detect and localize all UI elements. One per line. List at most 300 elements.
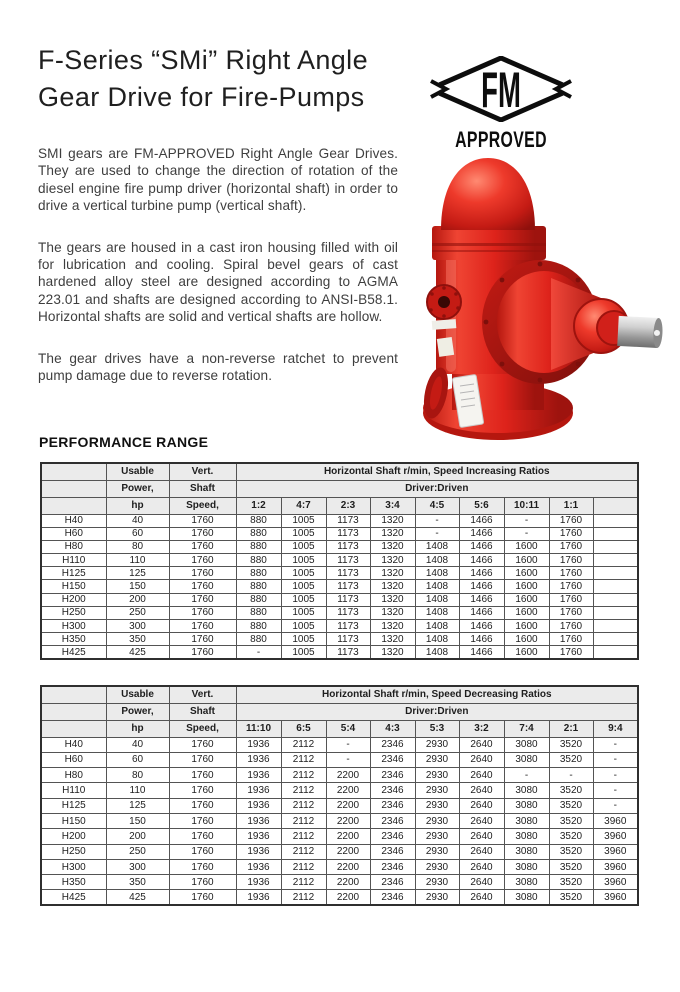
table-cell: 1760 <box>169 798 236 813</box>
table-row <box>41 798 638 813</box>
table-cell: 3520 <box>549 783 593 798</box>
page-title <box>38 42 368 116</box>
table-header-row <box>41 480 638 497</box>
blank-header-cell <box>41 720 106 737</box>
table-cell: H250 <box>41 606 106 619</box>
svg-text:FM: FM <box>481 61 521 119</box>
table-cell: 1408 <box>415 580 459 593</box>
table-cell: - <box>236 646 281 659</box>
table-cell: 1320 <box>370 540 415 553</box>
table-cell: 2200 <box>326 844 370 859</box>
table-cell: 350 <box>106 633 169 646</box>
table-cell: 880 <box>236 620 281 633</box>
table-cell: 1408 <box>415 633 459 646</box>
table-cell: 1005 <box>281 606 326 619</box>
table-cell: 2200 <box>326 813 370 828</box>
ratio-header-cell <box>593 497 638 514</box>
table-header-row <box>41 686 638 703</box>
table-cell: 1320 <box>370 554 415 567</box>
table-cell: - <box>415 527 459 540</box>
table-cell: 880 <box>236 606 281 619</box>
table-cell: 2930 <box>415 875 459 890</box>
table-cell: - <box>593 737 638 752</box>
table-cell: 1936 <box>236 859 281 874</box>
table-cell: 2112 <box>281 798 326 813</box>
table-cell: 1760 <box>169 859 236 874</box>
table-cell <box>593 620 638 633</box>
table-cell: 1760 <box>169 783 236 798</box>
table-header-row <box>41 463 638 480</box>
blank-header-cell <box>41 463 106 480</box>
table-cell: - <box>504 527 549 540</box>
table-cell: H40 <box>41 514 106 527</box>
table-cell: 2112 <box>281 737 326 752</box>
table-cell: 1936 <box>236 875 281 890</box>
span-title: Horizontal Shaft r/min, Speed Decreasing Ratios <box>236 686 638 703</box>
table-cell: - <box>504 768 549 783</box>
table-cell <box>593 606 638 619</box>
ratio-header-cell: 9:4 <box>593 720 638 737</box>
table-cell: 2640 <box>459 844 504 859</box>
table-cell: 1760 <box>549 540 593 553</box>
table-cell: 3080 <box>504 737 549 752</box>
table-cell: 1320 <box>370 527 415 540</box>
table-cell: H150 <box>41 580 106 593</box>
section-heading: PERFORMANCE RANGE <box>39 434 209 450</box>
table-cell: 1600 <box>504 646 549 659</box>
table-cell: H80 <box>41 540 106 553</box>
table-cell: 3520 <box>549 859 593 874</box>
table-cell: 1466 <box>459 620 504 633</box>
table-cell: 2200 <box>326 875 370 890</box>
table-cell: 1005 <box>281 554 326 567</box>
table-cell: 2112 <box>281 844 326 859</box>
table-cell: 880 <box>236 527 281 540</box>
table-cell: 880 <box>236 514 281 527</box>
table-cell: 3080 <box>504 859 549 874</box>
gear-drive-illustration <box>408 150 680 442</box>
table-row <box>41 540 638 553</box>
table-cell: 1760 <box>169 890 236 905</box>
table-cell: H125 <box>41 567 106 580</box>
table-cell: 2640 <box>459 783 504 798</box>
table-cell: 2930 <box>415 859 459 874</box>
ratio-header-cell: 3:2 <box>459 720 504 737</box>
table-cell: 1760 <box>169 620 236 633</box>
table-cell: 2930 <box>415 890 459 905</box>
table-cell: - <box>593 768 638 783</box>
table-cell: 880 <box>236 554 281 567</box>
ratio-header-cell: 10:11 <box>504 497 549 514</box>
table-cell: 3520 <box>549 890 593 905</box>
blank-header-cell <box>41 480 106 497</box>
table-cell: 1936 <box>236 783 281 798</box>
ratio-header-row <box>41 497 638 514</box>
table-cell: 2200 <box>326 859 370 874</box>
table-cell: - <box>326 752 370 767</box>
table-cell <box>593 593 638 606</box>
table-cell: 1320 <box>370 580 415 593</box>
table-cell: 1173 <box>326 567 370 580</box>
intro-text <box>38 145 398 408</box>
table-cell: 2346 <box>370 844 415 859</box>
table-cell: 1600 <box>504 606 549 619</box>
table-cell: 1173 <box>326 514 370 527</box>
table-cell: 80 <box>106 768 169 783</box>
table-cell: 2640 <box>459 768 504 783</box>
table-cell: 2346 <box>370 768 415 783</box>
table-cell: 1466 <box>459 567 504 580</box>
table-cell: 2200 <box>326 798 370 813</box>
table-cell: H425 <box>41 890 106 905</box>
table-cell: 1408 <box>415 646 459 659</box>
table-cell: 1005 <box>281 593 326 606</box>
table-cell: 1600 <box>504 554 549 567</box>
table-row <box>41 875 638 890</box>
table-cell <box>593 567 638 580</box>
table-row <box>41 829 638 844</box>
table-cell: 1760 <box>169 768 236 783</box>
table-cell: 2346 <box>370 890 415 905</box>
table-cell: - <box>549 768 593 783</box>
table-cell: - <box>504 514 549 527</box>
span-subtitle: Driver:Driven <box>236 703 638 720</box>
table-cell: 1173 <box>326 527 370 540</box>
table-cell: 1005 <box>281 540 326 553</box>
table-cell: 2200 <box>326 890 370 905</box>
table-cell: 880 <box>236 567 281 580</box>
table-cell: H60 <box>41 752 106 767</box>
table-cell: 1760 <box>549 646 593 659</box>
table-cell: 3080 <box>504 890 549 905</box>
table-cell: 250 <box>106 606 169 619</box>
table-cell: 3520 <box>549 752 593 767</box>
table-cell: 2640 <box>459 798 504 813</box>
table-cell: 1760 <box>169 633 236 646</box>
table-cell: 1005 <box>281 527 326 540</box>
table-cell: 1760 <box>549 620 593 633</box>
table-cell: 1466 <box>459 633 504 646</box>
table-cell: 880 <box>236 580 281 593</box>
table-cell: 1760 <box>169 593 236 606</box>
table-cell: 2346 <box>370 798 415 813</box>
table-cell: 200 <box>106 829 169 844</box>
table-cell: 1760 <box>169 737 236 752</box>
table-row <box>41 580 638 593</box>
table-cell: 125 <box>106 798 169 813</box>
table-cell <box>593 580 638 593</box>
table-row <box>41 752 638 767</box>
table-row <box>41 606 638 619</box>
usable-header: Usable <box>106 463 169 480</box>
table-cell <box>593 554 638 567</box>
table-cell: 200 <box>106 593 169 606</box>
table-cell: 110 <box>106 554 169 567</box>
speed-increasing-table <box>40 462 639 660</box>
ratio-header-cell: 11:10 <box>236 720 281 737</box>
table-cell: 1760 <box>169 646 236 659</box>
table-cell: 1600 <box>504 620 549 633</box>
table-cell: 1936 <box>236 798 281 813</box>
table-cell: 150 <box>106 813 169 828</box>
table-cell: 2640 <box>459 737 504 752</box>
table-cell: 125 <box>106 567 169 580</box>
table-cell: 2346 <box>370 752 415 767</box>
table-cell: 3080 <box>504 813 549 828</box>
table-cell: 1760 <box>169 514 236 527</box>
table-cell: 2640 <box>459 829 504 844</box>
table-cell: 1760 <box>169 813 236 828</box>
table-cell: 2346 <box>370 813 415 828</box>
hp-header: hp <box>106 720 169 737</box>
span-subtitle: Driver:Driven <box>236 480 638 497</box>
table-cell: 1760 <box>169 540 236 553</box>
table-cell: 1760 <box>169 554 236 567</box>
table-cell: 425 <box>106 890 169 905</box>
blank-header-cell <box>41 497 106 514</box>
table-row <box>41 514 638 527</box>
table-cell: H150 <box>41 813 106 828</box>
table-cell: 3960 <box>593 875 638 890</box>
ratio-header-cell: 1:2 <box>236 497 281 514</box>
table-cell: 2346 <box>370 859 415 874</box>
table-cell: 3520 <box>549 829 593 844</box>
table-cell: 350 <box>106 875 169 890</box>
table-cell: 1173 <box>326 646 370 659</box>
table-cell: - <box>326 737 370 752</box>
table-cell: 1760 <box>549 606 593 619</box>
intro-paragraph-1: SMI gears are FM-APPROVED Right Angle Gear Drives. They are used to change the direction of rotation of the diesel engine fire pump driver (horizontal shaft) in order to drive a vertical turbine pump (vertical shaft). <box>38 146 398 214</box>
table-cell: 110 <box>106 783 169 798</box>
table-cell: 1760 <box>549 554 593 567</box>
table-cell <box>593 540 638 553</box>
table-row <box>41 859 638 874</box>
table-cell: H425 <box>41 646 106 659</box>
table-cell: 1466 <box>459 606 504 619</box>
table-cell: 2930 <box>415 829 459 844</box>
table-cell: 880 <box>236 633 281 646</box>
ratio-header-cell: 4:5 <box>415 497 459 514</box>
table-cell: 1760 <box>549 580 593 593</box>
table-cell: 1760 <box>169 844 236 859</box>
table-cell: 2640 <box>459 752 504 767</box>
vert-header: Vert. <box>169 686 236 703</box>
table-cell: 1760 <box>549 527 593 540</box>
table-cell: 3960 <box>593 844 638 859</box>
table-cell: H350 <box>41 633 106 646</box>
table-cell: 880 <box>236 593 281 606</box>
table-cell: 1320 <box>370 633 415 646</box>
table-cell: 40 <box>106 514 169 527</box>
ratio-header-cell: 3:4 <box>370 497 415 514</box>
table-cell: 3080 <box>504 798 549 813</box>
table-row <box>41 527 638 540</box>
table-cell: 1005 <box>281 514 326 527</box>
shaft-header: Shaft <box>169 703 236 720</box>
table-cell: 2112 <box>281 890 326 905</box>
table-cell: - <box>415 514 459 527</box>
table-cell: 2112 <box>281 752 326 767</box>
table-cell: 2930 <box>415 737 459 752</box>
table-cell: 425 <box>106 646 169 659</box>
table-cell: 1600 <box>504 633 549 646</box>
table-cell: 1936 <box>236 829 281 844</box>
table-cell: 1466 <box>459 646 504 659</box>
table-cell: 3080 <box>504 783 549 798</box>
table-cell: 2112 <box>281 813 326 828</box>
table-cell: 2640 <box>459 813 504 828</box>
table-cell: 3520 <box>549 844 593 859</box>
table-cell: H40 <box>41 737 106 752</box>
table-cell: 1466 <box>459 554 504 567</box>
table-cell: 2112 <box>281 875 326 890</box>
table-cell: 2112 <box>281 783 326 798</box>
table-cell: 1005 <box>281 633 326 646</box>
table-cell: 1600 <box>504 567 549 580</box>
table-cell: 2930 <box>415 752 459 767</box>
fm-approved-label: APPROVED <box>455 127 547 152</box>
table-cell: 1936 <box>236 890 281 905</box>
table-cell: 2346 <box>370 829 415 844</box>
table-cell: H250 <box>41 844 106 859</box>
table-cell: 2200 <box>326 783 370 798</box>
table-cell: 1600 <box>504 580 549 593</box>
table-cell: 2930 <box>415 768 459 783</box>
table-cell: 3960 <box>593 829 638 844</box>
table-cell: 2640 <box>459 859 504 874</box>
table-row <box>41 620 638 633</box>
table-cell: 1466 <box>459 593 504 606</box>
table-cell: 3960 <box>593 890 638 905</box>
power-header: Power, <box>106 480 169 497</box>
ratio-header-cell: 4:7 <box>281 497 326 514</box>
table-cell: 300 <box>106 859 169 874</box>
table-cell <box>593 633 638 646</box>
table-cell: 1408 <box>415 540 459 553</box>
table-cell: 1005 <box>281 567 326 580</box>
ratio-header-cell: 4:3 <box>370 720 415 737</box>
table-cell: H110 <box>41 554 106 567</box>
table-row <box>41 646 638 659</box>
table-cell: 2346 <box>370 783 415 798</box>
table-cell: 3520 <box>549 737 593 752</box>
table-cell: 1760 <box>169 875 236 890</box>
table-cell: 1936 <box>236 752 281 767</box>
table-cell <box>593 646 638 659</box>
table-cell: 1466 <box>459 514 504 527</box>
table-cell: 1408 <box>415 620 459 633</box>
ratio-header-cell: 6:5 <box>281 720 326 737</box>
table-cell: H125 <box>41 798 106 813</box>
table-cell: 1408 <box>415 606 459 619</box>
table-cell <box>593 527 638 540</box>
ratio-header-cell: 5:6 <box>459 497 504 514</box>
table-cell: 2930 <box>415 798 459 813</box>
table-cell: 1760 <box>549 633 593 646</box>
table-cell: 1320 <box>370 593 415 606</box>
table-cell: 1466 <box>459 540 504 553</box>
table-header-row <box>41 703 638 720</box>
table-cell: 80 <box>106 540 169 553</box>
table-cell: 2112 <box>281 829 326 844</box>
table-cell: 1466 <box>459 580 504 593</box>
table-cell: 1936 <box>236 813 281 828</box>
table-cell <box>593 514 638 527</box>
table-cell: 1466 <box>459 527 504 540</box>
power-header: Power, <box>106 703 169 720</box>
table-cell: 250 <box>106 844 169 859</box>
table-cell: 2200 <box>326 768 370 783</box>
table-cell: 3520 <box>549 813 593 828</box>
table-cell: 2112 <box>281 768 326 783</box>
table-cell: 1408 <box>415 567 459 580</box>
table-cell: 2346 <box>370 875 415 890</box>
table-cell: 3960 <box>593 813 638 828</box>
table-cell: H350 <box>41 875 106 890</box>
ratio-header-cell: 2:1 <box>549 720 593 737</box>
table-cell: 1173 <box>326 554 370 567</box>
table-cell: 1408 <box>415 593 459 606</box>
table-cell: 60 <box>106 527 169 540</box>
table-cell: 1173 <box>326 593 370 606</box>
hp-header: hp <box>106 497 169 514</box>
table-cell: 3520 <box>549 875 593 890</box>
speed-header: Speed, <box>169 720 236 737</box>
blank-header-cell <box>41 686 106 703</box>
vert-header: Vert. <box>169 463 236 480</box>
intro-paragraph-2: The gears are housed in a cast iron housing filled with oil for lubrication and cooling. Spiral bevel gears of cast hardened alloy steel are designed according to AGMA 223.01 and shafts are designed according to ANSI-B58.1. Horizontal shafts are solid and vertical shafts are hollow. <box>38 239 398 325</box>
table-cell: 40 <box>106 737 169 752</box>
table-cell: 1760 <box>549 567 593 580</box>
table-cell: 2112 <box>281 859 326 874</box>
table-row <box>41 633 638 646</box>
table-cell: - <box>593 798 638 813</box>
table-cell: H300 <box>41 620 106 633</box>
table-cell: 2640 <box>459 875 504 890</box>
page-title-line1: F-Series “SMi” Right Angle <box>38 45 368 75</box>
speed-header: Speed, <box>169 497 236 514</box>
table-cell: 3080 <box>504 875 549 890</box>
table-cell: 3520 <box>549 798 593 813</box>
table-cell: 1005 <box>281 580 326 593</box>
fm-approved-logo <box>428 56 574 153</box>
table-cell: 2930 <box>415 813 459 828</box>
table-cell: 300 <box>106 620 169 633</box>
table-cell: 1173 <box>326 580 370 593</box>
shaft-header: Shaft <box>169 480 236 497</box>
table-cell: 1760 <box>169 567 236 580</box>
table-cell: 150 <box>106 580 169 593</box>
table-cell: 1320 <box>370 606 415 619</box>
table-cell: H60 <box>41 527 106 540</box>
table-cell: 2640 <box>459 890 504 905</box>
table-row <box>41 737 638 752</box>
ratio-header-cell: 5:3 <box>415 720 459 737</box>
table-cell: 1600 <box>504 593 549 606</box>
table-cell: H300 <box>41 859 106 874</box>
table-cell: 2200 <box>326 829 370 844</box>
table-cell: 2346 <box>370 737 415 752</box>
table-cell: 1320 <box>370 567 415 580</box>
table-cell: - <box>593 752 638 767</box>
table-cell: 3080 <box>504 844 549 859</box>
table-cell: 1173 <box>326 620 370 633</box>
table-cell: 1173 <box>326 606 370 619</box>
table-cell: H200 <box>41 829 106 844</box>
speed-decreasing-table <box>40 685 639 906</box>
table-cell: 3960 <box>593 859 638 874</box>
table-row <box>41 768 638 783</box>
